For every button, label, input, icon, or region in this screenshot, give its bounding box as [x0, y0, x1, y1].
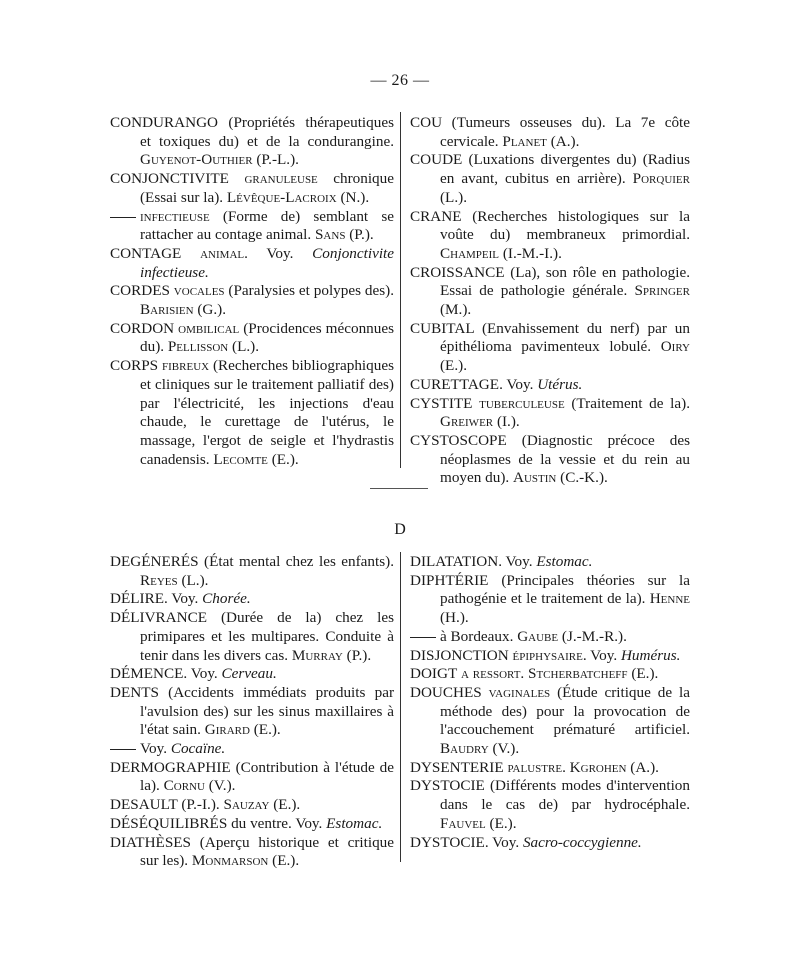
entry-heading: DOUCHES [410, 683, 482, 701]
entry-subheading: granuleuse [228, 170, 318, 188]
entry-heading: CROISSANCE [410, 263, 505, 281]
entry-author-initials: (J.-M.-R.). [558, 627, 627, 645]
entry-author: Planet [502, 132, 547, 150]
entry-author-initials: (E.). [267, 450, 299, 468]
entry-description: à Bordeaux. [440, 627, 518, 645]
entry-author: Girard [204, 721, 250, 739]
entry-heading: CUBITAL [410, 319, 475, 337]
entry-author: Gaube [517, 627, 559, 645]
index-entry [110, 114, 394, 170]
entry-cross-reference: Humérus. [620, 646, 681, 664]
entry-heading: DYSENTERIE [410, 758, 504, 776]
entry-cross-reference: Chorée. [202, 590, 251, 608]
entry-heading: DYSTOCIE [410, 833, 485, 851]
entry-subheading: tuberculeuse [472, 394, 565, 412]
entry-cross-reference: Utérus. [537, 375, 583, 393]
index-entry [110, 590, 394, 609]
entry-author-initials: (A.). [546, 132, 580, 150]
index-entry [410, 628, 690, 647]
index-entry [410, 151, 690, 207]
entry-heading: COU [410, 114, 443, 131]
entry-author-initials: (C.-K.). [556, 469, 608, 487]
index-entry [410, 264, 690, 320]
index-column-bottom-left [110, 553, 394, 871]
entry-description: (Tumeurs osseuses du). La 7e côte cervicale. [440, 114, 690, 150]
entry-author: Austin [512, 469, 557, 487]
index-entry [110, 245, 394, 282]
index-entry [110, 357, 394, 469]
repeat-dash [110, 217, 136, 218]
index-entry [410, 777, 690, 833]
entry-description: (Paralysies et polypes des). [224, 282, 394, 300]
entry-description: (Recherches bibliographiques et cliniques sur le traitement palliatif des) par l'électricité, les injections d'eau chaude, le curettage de l'utérus, le massage, l'ergot de seigle et l'hydrastis canadensis. [140, 357, 394, 468]
entry-heading: DIPHTÉRIE [410, 571, 489, 589]
entry-author-initials: (M.). [440, 301, 472, 319]
entry-author: Henne [649, 590, 690, 608]
entry-description: (Procidences méconnues du). [140, 319, 394, 356]
index-entry [110, 740, 394, 759]
entry-description: . Voy. [498, 553, 537, 570]
entry-description: Voy. [140, 740, 171, 758]
entry-author-initials: (E.). [440, 357, 467, 375]
index-entry [110, 834, 394, 871]
entry-cross-reference: Cocaïne. [170, 740, 226, 758]
index-entry [110, 208, 394, 245]
entry-heading: CRANE [410, 207, 462, 225]
entry-description: (Principales théories sur la pathogénie et le traitement de la). [440, 571, 690, 608]
entry-description: (Durée de la) chez les primipares et les multipares. Conduite à tenir dans les divers cas. [140, 609, 394, 664]
entry-cross-reference: Estomac. [536, 553, 593, 570]
index-entry [110, 553, 394, 590]
entry-author-initials: (E.). [627, 665, 659, 683]
entry-description: (Envahissement du nerf) par un épithélioma pavimenteux lobulé. [440, 319, 690, 356]
entry-description: du ventre. Voy. [227, 814, 327, 832]
entry-heading: CORDES [110, 282, 170, 300]
entry-description: (Forme de) semblant se rattacher au contage animal. [140, 207, 394, 244]
entry-subheading: vocales [169, 282, 225, 300]
entry-cross-reference: Sacro-coccygienne. [522, 833, 642, 851]
entry-description: . Voy. [499, 375, 538, 393]
column-divider-bottom [400, 552, 401, 862]
entry-author: Fauvel [440, 814, 486, 832]
entry-author: Reyes [140, 571, 178, 589]
entry-heading: DESAULT [110, 796, 178, 814]
entry-description: . Voy. [183, 665, 222, 683]
entry-heading: DOIGT [410, 665, 458, 683]
entry-author-initials: (E.). [268, 852, 300, 870]
entry-description: . [562, 758, 570, 776]
entry-author: Sans [314, 226, 346, 244]
entry-author-initials: (E.). [249, 721, 281, 739]
page-number: — 26 — [370, 72, 430, 89]
index-entry [410, 114, 690, 151]
index-entry [110, 759, 394, 796]
entry-description: (Luxations divergentes du) (Radius en avant, cubitus en arrière). [440, 151, 690, 188]
index-entry [410, 834, 690, 853]
entry-author-initials: (P.-L.). [252, 151, 299, 169]
entry-author-initials: (L.). [177, 571, 209, 589]
entry-author-initials: (E.). [485, 814, 517, 832]
entry-description: (Aperçu historique et critique sur les). [140, 833, 394, 870]
entry-heading: CURETTAGE [410, 375, 500, 393]
entry-subheading: fibreux [158, 357, 210, 375]
entry-author: Champeil [440, 244, 500, 262]
index-entry [410, 665, 690, 684]
entry-heading: CYSTOSCOPE [410, 431, 507, 449]
entry-description: . Voy. [582, 646, 621, 664]
entry-heading: DENTS [110, 683, 159, 701]
entry-author: Oiry [660, 338, 690, 356]
entry-author: Lecomte [213, 450, 268, 468]
entry-description: . Voy. [244, 244, 313, 262]
index-entry [110, 170, 394, 207]
entry-cross-reference: Cerveau. [221, 665, 277, 683]
entry-description: (Différents modes d'intervention dans le cas de) par hydrocéphale. [440, 777, 690, 814]
entry-heading: DIATHÈSES [110, 833, 192, 851]
entry-author: Springer [634, 282, 690, 300]
entry-description: (Étude critique de la méthode des) pour la provocation de l'accouchement prématuré artificiel. [440, 683, 690, 739]
entry-author-initials: (P.). [342, 646, 372, 664]
entry-author: Kgrohen [569, 758, 627, 776]
entry-heading: DEGÉNERÉS [110, 553, 199, 570]
entry-description: chronique (Essai sur la). [140, 170, 394, 206]
entry-author-initials: (H.). [440, 609, 469, 627]
entry-author: Greiwer [440, 413, 494, 431]
entry-heading: DÉLIRE [110, 590, 164, 608]
entry-subheading: infectieuse [140, 207, 210, 225]
entry-heading: DILATATION [410, 553, 499, 570]
entry-description: . [520, 665, 529, 683]
entry-author-initials: (L.). [228, 338, 260, 356]
column-divider-top [400, 112, 401, 468]
entry-heading: DISJONCTION [410, 646, 509, 664]
entry-description: . Voy. [484, 833, 523, 851]
entry-author: Sauzay [223, 796, 270, 814]
index-entry [410, 395, 690, 432]
entry-heading: CYSTITE [410, 394, 473, 412]
entry-description: (P.-I.). [177, 796, 224, 814]
entry-description: (Traitement de la). [564, 394, 690, 412]
index-entry [410, 647, 690, 666]
entry-subheading: a ressort [457, 665, 521, 683]
entry-description: (Propriétés thérapeutiques et toxiques du) et de la condurangine. [140, 114, 394, 150]
entry-author: Murray [291, 646, 343, 664]
entry-cross-reference: Conjonctivite infectieuse. [140, 244, 394, 281]
entry-heading: COUDE [410, 151, 463, 169]
entry-heading: DÉLIVRANCE [110, 609, 208, 627]
entry-author-initials: (P.). [345, 226, 374, 244]
entry-cross-reference: Estomac. [326, 814, 383, 832]
entry-description: (La), son rôle en pathologie. Essai de pathologie générale. [440, 263, 690, 300]
entry-author: Baudry [440, 740, 489, 758]
index-entry [110, 609, 394, 665]
entry-heading: DÉSÉQUILIBRÉS [110, 814, 228, 832]
index-entry [110, 815, 394, 834]
entry-author-initials: (V.). [204, 777, 236, 795]
entry-heading: CORDON [110, 319, 175, 337]
index-entry [410, 553, 690, 572]
index-column-bottom-right [410, 553, 690, 852]
index-entry [110, 684, 394, 740]
entry-heading: CONDURANGO [110, 114, 219, 131]
index-entry [410, 208, 690, 264]
index-entry [410, 759, 690, 778]
index-entry [110, 796, 394, 815]
entry-author-initials: (V.). [488, 740, 520, 758]
entry-author: Barisien [140, 301, 194, 319]
entry-author-initials: (A.). [626, 758, 659, 776]
entry-heading: DERMOGRAPHIE [110, 758, 231, 776]
index-entry [410, 684, 690, 759]
entry-heading: DYSTOCIE [410, 777, 485, 795]
entry-subheading: palustre [503, 758, 563, 776]
index-entry [410, 432, 690, 488]
entry-subheading: vaginales [481, 683, 551, 701]
entry-description: (Diagnostic précoce des néoplasmes de la vessie et du rein au moyen du). [440, 431, 690, 487]
entry-author: Pellisson [167, 338, 229, 356]
repeat-dash [410, 637, 436, 638]
entry-author-initials: (I.-M.-I.). [499, 244, 562, 262]
entry-subheading: ombilical [174, 319, 240, 337]
entry-subheading: animal [181, 244, 245, 262]
entry-author-initials: (I.). [493, 413, 520, 431]
entry-description: (Contribution à l'étude de la). [140, 758, 394, 795]
index-entry [410, 572, 690, 628]
entry-description: (Accidents immédiats produits par l'avulsion des) sur les sinus maxillaires à l'état sain. [140, 683, 394, 739]
entry-description: (Recherches histologiques sur la voûte du) membraneux primordial. [440, 207, 690, 244]
index-entry [410, 320, 690, 376]
entry-heading: CONJONCTIVITE [110, 170, 229, 188]
index-entry [110, 282, 394, 319]
entry-heading: CORPS [110, 357, 159, 375]
index-column-top-right [410, 114, 690, 488]
section-letter: D [394, 521, 406, 538]
entry-author-initials: (N.). [336, 188, 370, 206]
entry-description: . Voy. [164, 590, 203, 608]
index-entry [110, 320, 394, 357]
entry-heading: DÉMENCE [110, 665, 184, 683]
entry-author-initials: (L.). [440, 188, 467, 206]
entry-heading: CONTAGE [110, 244, 182, 262]
entry-description: (État mental chez les enfants). [198, 553, 394, 570]
entry-author-initials: (E.). [269, 796, 301, 814]
entry-author: Monmarson [191, 852, 269, 870]
entry-author: Porquier [632, 170, 690, 188]
entry-author-initials: (G.). [193, 301, 227, 319]
index-entry [110, 665, 394, 684]
repeat-dash [110, 749, 136, 750]
index-entry [410, 376, 690, 395]
entry-author: Cornu [163, 777, 205, 795]
entry-author: Lévêque-Lacroix [226, 188, 337, 206]
section-separator [370, 488, 428, 489]
entry-author: Guyenot-Outhier [140, 151, 253, 169]
index-column-top-left [110, 114, 394, 469]
entry-subheading: épiphysaire [508, 646, 583, 664]
entry-author: Stcherbatcheff [528, 665, 628, 683]
